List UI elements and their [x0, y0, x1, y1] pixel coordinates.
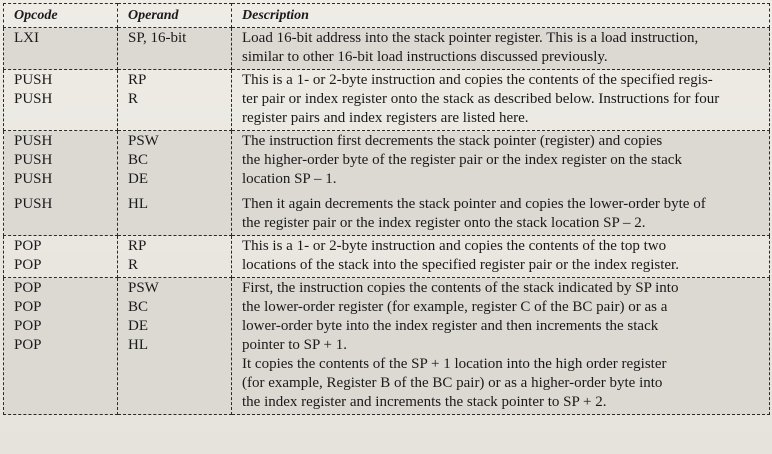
table-row-pop-pairs	[4, 278, 770, 415]
description-line: similar to other 16-bit load instructions discussed previously.	[242, 49, 608, 65]
header-operand: Operand	[118, 4, 232, 28]
description-line: the register pair or the index register onto the stack location SP – 2.	[242, 215, 646, 231]
operand-cell	[118, 131, 232, 236]
operand-text: DE	[128, 318, 148, 334]
operand-text: PSW	[128, 280, 159, 296]
table-row-push-rp	[4, 70, 770, 131]
header-opcode: Opcode	[4, 4, 118, 28]
description-line: The instruction first decrements the stack pointer (register) and copies	[242, 133, 663, 149]
opcode-text: PUSH	[14, 133, 53, 149]
operand-text: RP	[128, 238, 147, 254]
table-row-lxi	[4, 28, 770, 70]
operand-text: PSW	[128, 133, 159, 149]
description-cell	[232, 131, 770, 236]
operand-cell	[118, 236, 232, 278]
description-line: (for example, Register B of the BC pair) or as a higher-order byte into	[242, 375, 663, 391]
description-cell	[232, 70, 770, 131]
opcode-cell	[4, 70, 118, 131]
description-line: This is a 1- or 2-byte instruction and copies the contents of the top two	[242, 238, 667, 254]
operand-cell	[118, 278, 232, 415]
operand-text: HL	[128, 196, 148, 212]
operand-text: R	[128, 91, 139, 107]
description-line: Then it again decrements the stack pointer and copies the lower-order byte of	[242, 196, 706, 212]
opcode-text: PUSH	[14, 196, 53, 212]
description-line: Load 16-bit address into the stack pointer register. This is a load instruction,	[242, 30, 699, 46]
operand-text: R	[128, 257, 139, 273]
opcode-cell	[4, 278, 118, 415]
stack-instructions-table	[3, 3, 770, 415]
description-line: First, the instruction copies the contents of the stack indicated by SP into	[242, 280, 679, 296]
header-description: Description	[232, 4, 770, 28]
description-cell	[232, 28, 770, 70]
table-header-row	[4, 4, 770, 28]
operand-text: DE	[128, 171, 148, 187]
opcode-text: POP	[14, 337, 42, 353]
opcode-cell	[4, 28, 118, 70]
description-line: lower-order byte into the index register and then increments the stack	[242, 318, 659, 334]
description-line: locations of the stack into the specified register pair or the index register.	[242, 257, 679, 273]
opcode-text: POP	[14, 257, 42, 273]
table-row-pop-rp	[4, 236, 770, 278]
description-line: This is a 1- or 2-byte instruction and copies the contents of the specified regis-	[242, 72, 713, 88]
description-line: pointer to SP + 1.	[242, 337, 347, 353]
operand-text: RP	[128, 72, 147, 88]
description-line: location SP – 1.	[242, 171, 337, 187]
description-line: register pairs and index registers are listed here.	[242, 110, 529, 126]
operand-text: HL	[128, 337, 148, 353]
description-line: the lower-order register (for example, register C of the BC pair) or as a	[242, 299, 668, 315]
operand-text: SP, 16-bit	[128, 30, 187, 46]
opcode-text: POP	[14, 238, 42, 254]
opcode-text: LXI	[14, 30, 39, 46]
opcode-text: POP	[14, 318, 42, 334]
opcode-cell	[4, 236, 118, 278]
description-line: the higher-order byte of the register pair or the index register on the stack	[242, 152, 682, 168]
description-line: ter pair or index register onto the stack as described below. Instructions for four	[242, 91, 720, 107]
description-cell	[232, 236, 770, 278]
opcode-text: PUSH	[14, 91, 53, 107]
description-line: the index register and increments the stack pointer to SP + 2.	[242, 394, 607, 410]
operand-text: BC	[128, 152, 149, 168]
opcode-text: PUSH	[14, 171, 53, 187]
opcode-text: PUSH	[14, 152, 53, 168]
description-line: It copies the contents of the SP + 1 location into the high order register	[242, 356, 667, 372]
table-row-push-pairs	[4, 131, 770, 236]
opcode-text: POP	[14, 299, 42, 315]
operand-cell	[118, 70, 232, 131]
opcode-text: PUSH	[14, 72, 53, 88]
description-cell	[232, 278, 770, 415]
opcode-text: POP	[14, 280, 42, 296]
opcode-cell	[4, 131, 118, 236]
operand-cell	[118, 28, 232, 70]
operand-text: BC	[128, 299, 149, 315]
